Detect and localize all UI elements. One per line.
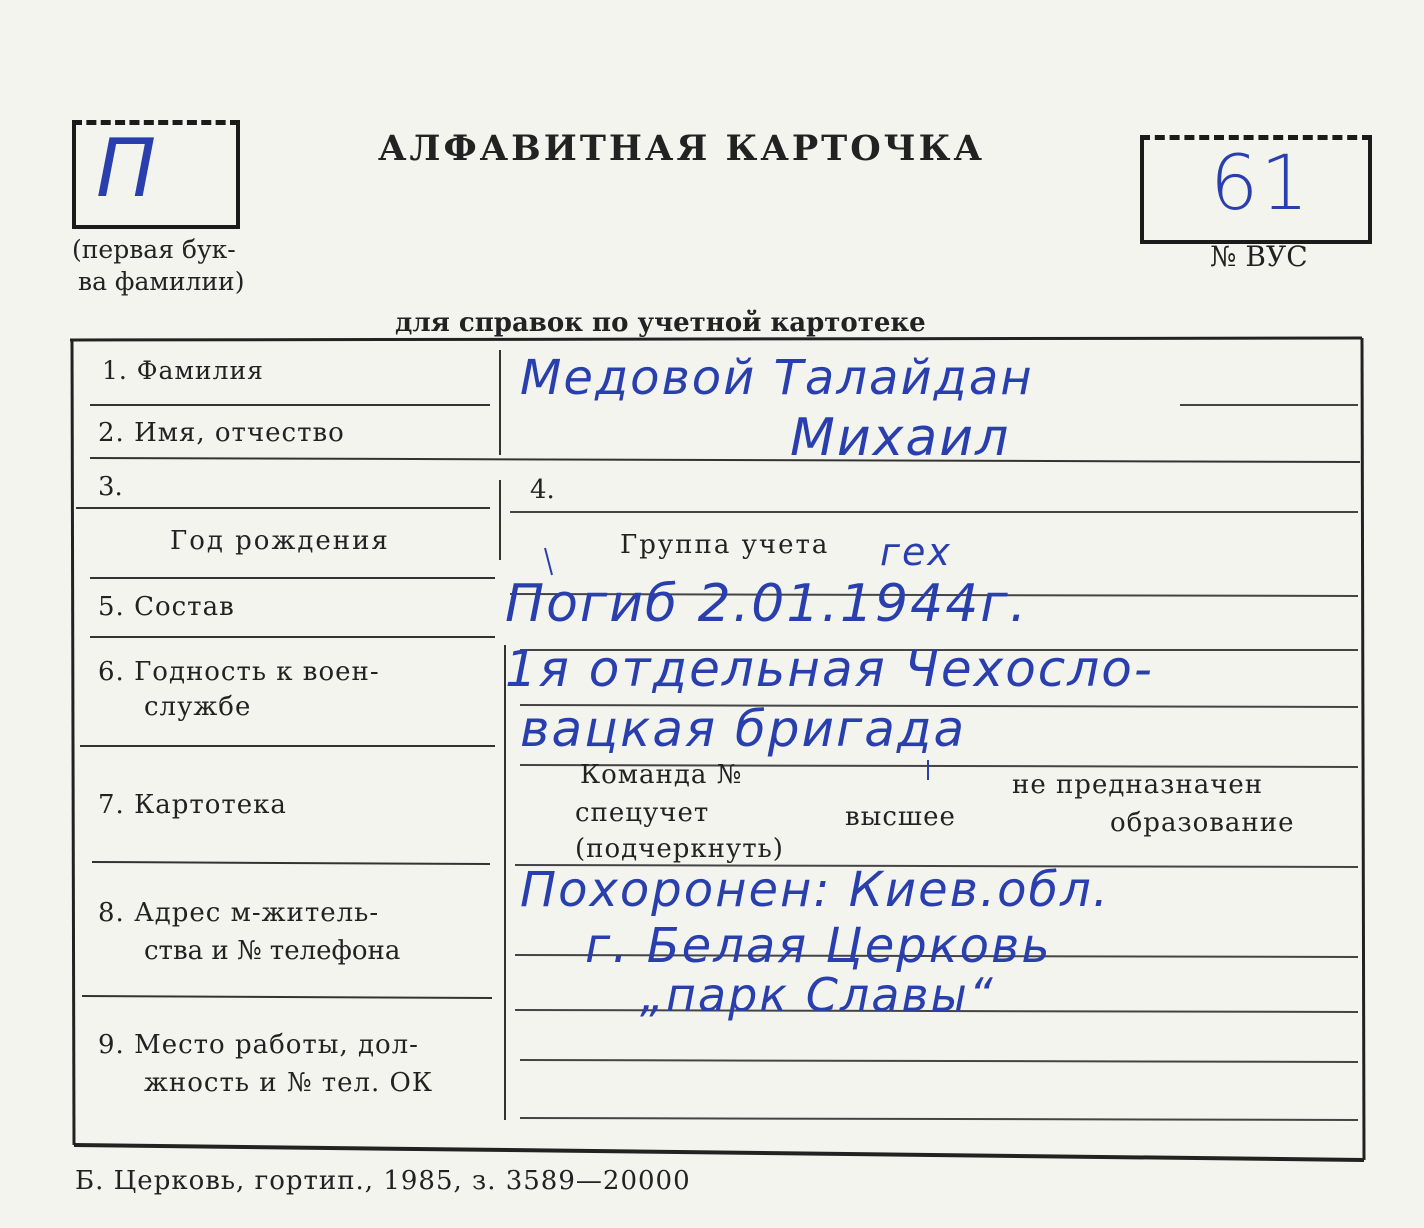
field-1-value: Медовой Талайдан: [520, 350, 1034, 406]
field-7-label: 7. Картотека: [98, 790, 287, 820]
field-1-label: 1. Фамилия: [102, 356, 264, 385]
letter-box-caption-2: ва фамилии): [78, 267, 245, 296]
card-subtitle: для справок по учетной картотеке: [395, 308, 926, 338]
field-8-value-1: Похоронен: Киев.обл.: [520, 862, 1111, 918]
letter-box-caption-1: (первая бук-: [72, 235, 236, 264]
field-6-label-1: 6. Годность к воен-: [98, 657, 380, 687]
field-6-value-1: 1я отдельная Чехосло-: [505, 640, 1154, 698]
field-7-team: Команда №: [580, 760, 743, 790]
field-3-caption: Год рождения: [170, 526, 390, 556]
field-5-value: Погиб 2.01.1944г.: [505, 574, 1029, 634]
vus-box-value: 61: [1210, 138, 1311, 227]
field-7-spec: спецучет: [575, 798, 710, 828]
field-4-value: гех: [880, 530, 952, 574]
field-2-label: 2. Имя, отчество: [98, 418, 345, 448]
letter-box-value: П: [96, 122, 159, 215]
field-8-value-2: г. Белая Церковь: [585, 918, 1052, 974]
field-6-value-2: вацкая бригада: [520, 700, 967, 758]
field-8-label-1: 8. Адрес м-житель-: [98, 898, 380, 928]
field-4-label: 4.: [530, 475, 555, 505]
field-6-label-2: службе: [144, 692, 252, 722]
print-imprint: Б. Церковь, гортип., 1985, з. 3589—20000: [75, 1166, 691, 1196]
field-8-value-3: „парк Славы“: [640, 968, 995, 1022]
field-7-not-assigned: не предназначен: [1012, 770, 1264, 800]
vus-caption: № ВУС: [1210, 240, 1308, 273]
field-9-label-2: жность и № тел. ОК: [144, 1068, 433, 1098]
field-5-label: 5. Состав: [98, 592, 235, 622]
field-7-higher: высшее: [845, 802, 956, 832]
card-title: АЛФАВИТНАЯ КАРТОЧКА: [378, 128, 985, 169]
field-9-label-1: 9. Место работы, дол-: [98, 1030, 419, 1060]
field-3-label: 3.: [98, 472, 123, 502]
field-7-education: образование: [1110, 808, 1295, 838]
field-4-caption: Группа учета: [620, 530, 830, 560]
field-2-value: Михаил: [790, 408, 1011, 468]
field-8-label-2: ства и № телефона: [144, 936, 401, 966]
field-7-underline-note: (подчеркнуть): [575, 834, 784, 864]
